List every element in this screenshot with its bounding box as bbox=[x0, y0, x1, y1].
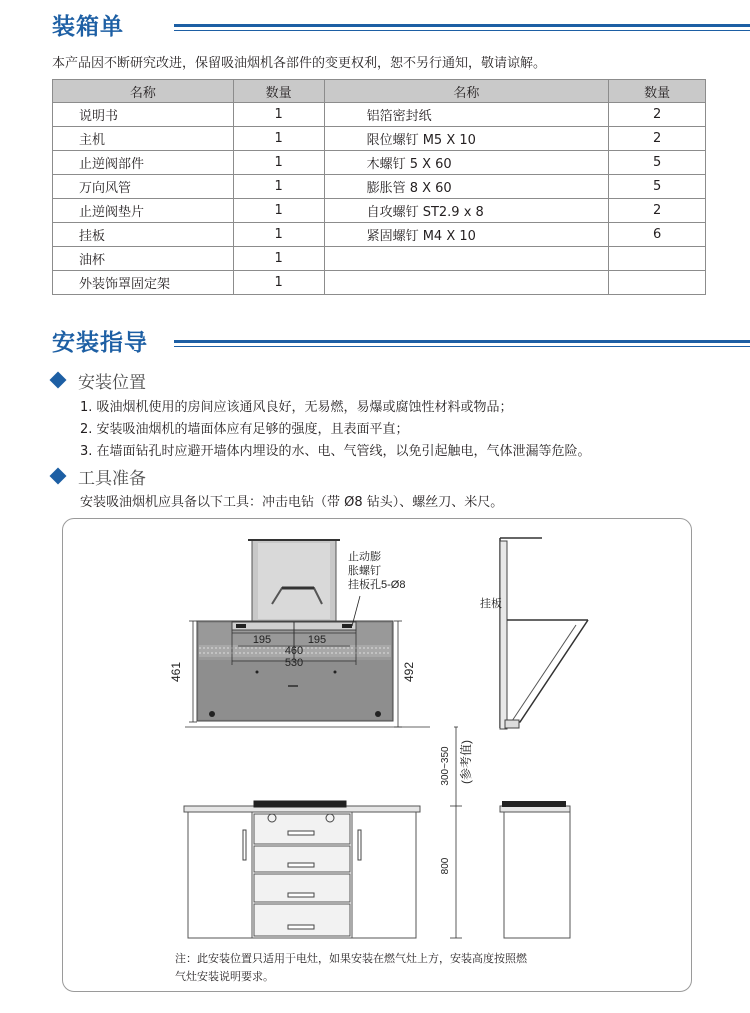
position-item: 2. 安装吸油烟机的墙面体应有足够的强度，且表面平直； bbox=[80, 422, 409, 437]
item-name: 木螺钉 5 X 60 bbox=[324, 151, 609, 175]
item-name: 膨胀管 8 X 60 bbox=[324, 175, 609, 199]
item-qty: 5 bbox=[609, 175, 706, 199]
item-qty: 2 bbox=[609, 103, 706, 127]
chimney-cover bbox=[248, 540, 340, 622]
dim-492: 492 bbox=[402, 661, 416, 683]
position-title: 安装位置 bbox=[78, 373, 146, 393]
dim-195-right: 195 bbox=[307, 634, 327, 646]
packing-title: 装箱单 bbox=[52, 14, 124, 40]
item-qty: 2 bbox=[609, 127, 706, 151]
dim-reference: (参考值) bbox=[459, 740, 473, 784]
dim-800: 800 bbox=[440, 857, 451, 875]
item-name: 限位螺钉 M5 X 10 bbox=[324, 127, 609, 151]
item-qty: 1 bbox=[233, 271, 324, 295]
item-name: 万向风管 bbox=[53, 175, 234, 199]
label-hanging-plate: 挂板 bbox=[480, 598, 502, 610]
callout-line2: 胀螺钉 bbox=[348, 565, 381, 577]
item-qty: 1 bbox=[233, 175, 324, 199]
item-name: 主机 bbox=[53, 127, 234, 151]
dim-461: 461 bbox=[169, 661, 183, 683]
callout-line1: 止动膨 bbox=[348, 551, 381, 563]
item-name: 外装饰罩固定架 bbox=[53, 271, 234, 295]
dim-300-350: 300~350 bbox=[440, 746, 451, 786]
callout-line3: 挂板孔5-Ø8 bbox=[348, 579, 406, 591]
item-name: 紧固螺钉 M4 X 10 bbox=[324, 223, 609, 247]
header-name: 名称 bbox=[53, 80, 234, 103]
cabinet-front bbox=[184, 801, 420, 938]
item-qty: 2 bbox=[609, 199, 706, 223]
item-name: 止逆阀垫片 bbox=[53, 199, 234, 223]
dim-530: 530 bbox=[284, 657, 304, 669]
header-name: 名称 bbox=[324, 80, 609, 103]
install-title: 安装指导 bbox=[52, 330, 148, 356]
position-item: 3. 在墙面钻孔时应避开墙体内埋设的水、电、气管线，以免引起触电，气体泄漏等危险。 bbox=[80, 444, 591, 459]
item-name: 自攻螺钉 ST2.9 x 8 bbox=[324, 199, 609, 223]
item-qty: 1 bbox=[233, 127, 324, 151]
note-line: 注：此安装位置只适用于电灶，如果安装在燃气灶上方，安装高度按照燃 bbox=[175, 952, 527, 965]
dim-460: 460 bbox=[284, 645, 304, 657]
item-qty: 1 bbox=[233, 103, 324, 127]
position-item: 1. 吸油烟机使用的房间应该通风良好，无易燃，易爆或腐蚀性材料或物品； bbox=[80, 400, 513, 415]
packing-notice: 本产品因不断研究改进，保留吸油烟机各部件的变更权利，恕不另行通知，敬请谅解。 bbox=[52, 56, 547, 71]
item-qty: 5 bbox=[609, 151, 706, 175]
item-qty: 1 bbox=[233, 151, 324, 175]
dim-195-left: 195 bbox=[252, 634, 272, 646]
header-qty: 数量 bbox=[233, 80, 324, 103]
tools-text: 安装吸油烟机应具备以下工具：冲击电钻（带 Ø8 钻头）、螺丝刀、米尺。 bbox=[80, 495, 504, 510]
item-name: 油杯 bbox=[53, 247, 234, 271]
item-name: 说明书 bbox=[53, 103, 234, 127]
diagram-note bbox=[175, 950, 615, 986]
item-qty: 1 bbox=[233, 223, 324, 247]
item-qty: 1 bbox=[233, 247, 324, 271]
item-name: 止逆阀部件 bbox=[53, 151, 234, 175]
item-qty: 1 bbox=[233, 199, 324, 223]
note-line: 气灶安装说明要求。 bbox=[175, 970, 274, 983]
hood-body bbox=[197, 621, 393, 721]
header-qty: 数量 bbox=[609, 80, 706, 103]
tools-title: 工具准备 bbox=[78, 469, 146, 489]
item-qty: 6 bbox=[609, 223, 706, 247]
side-view bbox=[500, 538, 588, 938]
item-name: 铝箔密封纸 bbox=[324, 103, 609, 127]
item-name: 挂板 bbox=[53, 223, 234, 247]
